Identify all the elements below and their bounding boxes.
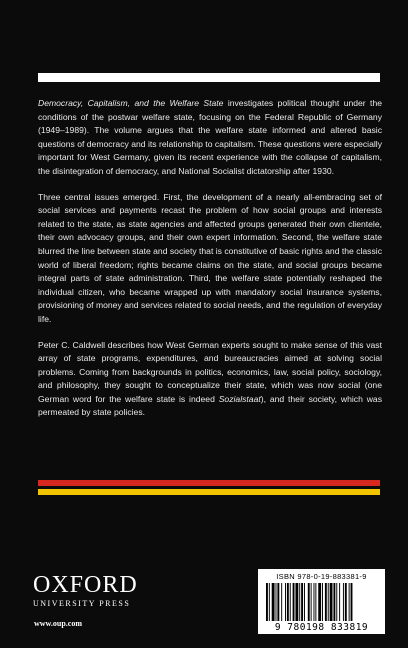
barcode-bar	[277, 583, 279, 621]
barcode-bar	[299, 583, 300, 621]
barcode-bar	[308, 583, 310, 621]
barcode-bar	[330, 583, 333, 621]
barcode-bar	[333, 583, 335, 621]
barcode-bar	[272, 583, 275, 621]
oxford-logo	[33, 573, 153, 608]
barcode-bar	[311, 583, 312, 621]
publisher-url: www.oup.com	[34, 619, 83, 628]
barcode-bar	[290, 583, 291, 621]
barcode-bar	[328, 583, 329, 621]
barcode-bar	[285, 583, 286, 621]
sozialstaat-italic: Sozialstaat	[218, 393, 261, 404]
barcode-bar	[266, 583, 268, 621]
book-title-italic: Democracy, Capitalism, and the Welfare State	[38, 98, 224, 108]
barcode-bar	[304, 583, 305, 621]
barcode-bar	[339, 583, 340, 621]
barcode-digits: 9 780198 833819	[274, 622, 369, 633]
barcode-bar	[269, 583, 270, 621]
blurb-paragraph-1	[38, 97, 382, 179]
barcode-bar	[295, 583, 298, 621]
barcode-bar	[322, 583, 323, 621]
isbn-label: ISBN 978-0-19-883381-9	[276, 572, 367, 581]
barcode-bar	[349, 583, 350, 621]
back-cover-blurb	[38, 97, 382, 432]
university-press-label: UNIVERSITY PRESS	[33, 599, 131, 608]
isbn-barcode	[258, 569, 385, 634]
barcode-bar	[345, 583, 347, 621]
barcode-bar	[351, 583, 353, 621]
oxford-wordmark: OXFORD	[33, 572, 138, 598]
barcode-bar	[315, 583, 316, 621]
blurb-paragraph-1-text: investigates political thought under the conditions of the postwar welfare state, focusing on the Federal Republic of Germany (1949–1989). The volume argues that the welfare state informed and altered basic questions of democracy and its relationship to capitalism. These questions were especially important for West Germany, given its recent experience with the collapse of capitalism, the disintegration of democracy, and National Socialist dictatorship after 1930.	[38, 98, 382, 176]
barcode-bar	[343, 583, 344, 621]
barcode-bar	[301, 583, 303, 621]
barcode-bar	[276, 583, 277, 621]
barcode-bars	[266, 583, 377, 621]
barcode-bar	[318, 583, 321, 621]
blurb-paragraph-2: Three central issues emerged. First, the development of a nearly all-embracing set of social services and payments recast the problem of how social groups and interests related to the state, as state agencies and affected groups generated their own clientele, their own advocacy groups, and their own expert information. Second, the welfare state blurred the line between state and society that is constitutive of basic rights and the classic world of liberal freedom; rights became claims on the state, and social groups became integral parts of state administration. Third, the welfare state potentially reshaped the individual citizen, who became wrapped up with mandatory social insurance systems, provisioning of money and services related to social needs, and the regulation of everyday life.	[38, 191, 382, 324]
barcode-bar	[287, 583, 289, 621]
barcode-bar	[281, 583, 282, 621]
flag-stripe-yellow	[38, 489, 380, 495]
blurb-paragraph-3-text-a: Peter C. Caldwell describes how West German experts sought to make sense of this vast array of state programs, expenditures, and bureaucracies aimed at solving social problems. Coming from backgrounds in politics, economics, law, social policy, sociology, and philosophy, they sought to conceptualize their state, which was now social (one German word for the welfare state is indeed	[38, 339, 382, 404]
blurb-paragraph-3-text-b: ), and their society, which was permeated by state policies.	[38, 393, 382, 418]
blurb-paragraph-3	[38, 339, 382, 421]
barcode-bar	[336, 583, 337, 621]
barcode-bar	[293, 583, 295, 621]
flag-stripes	[38, 480, 380, 495]
barcode-bar	[314, 583, 315, 621]
barcode-bar	[325, 583, 327, 621]
top-white-rule	[38, 73, 380, 82]
